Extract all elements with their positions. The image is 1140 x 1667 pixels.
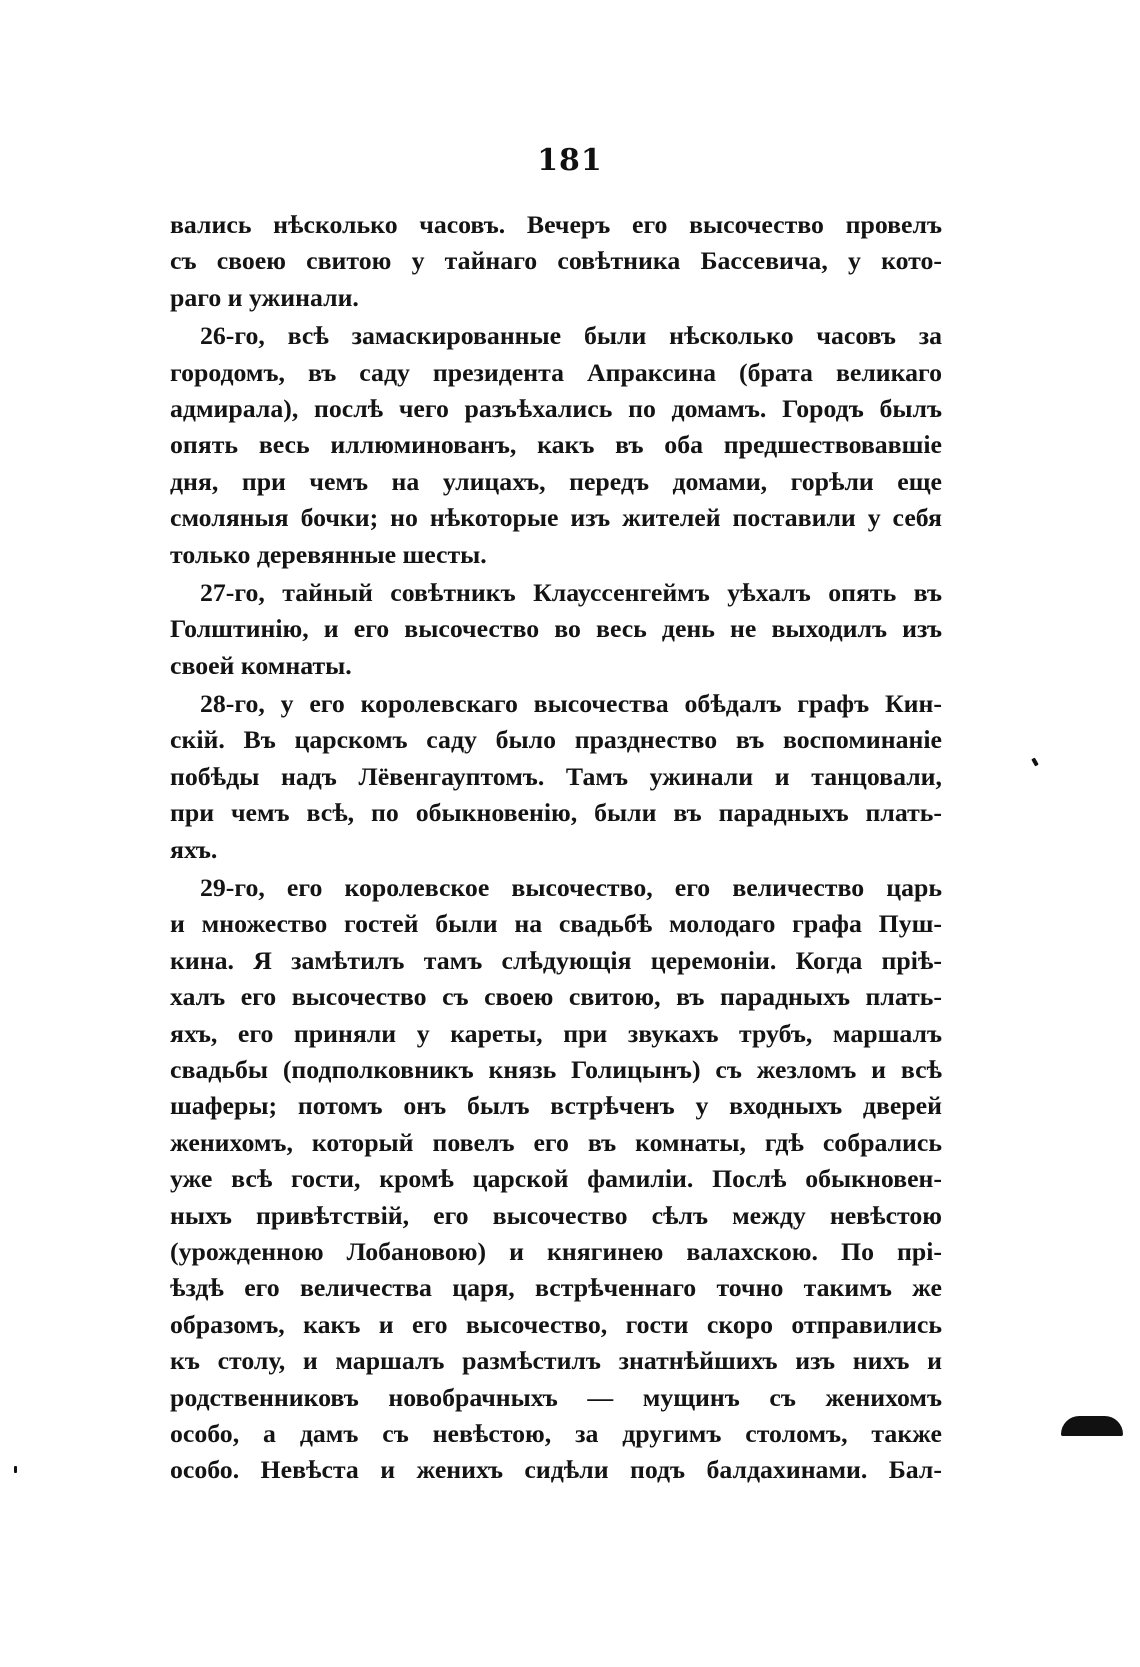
scan-speck xyxy=(14,1466,17,1473)
text-line: раго и ужинали. xyxy=(170,282,359,312)
text-line: съ своею свитою у тайнаго совѣтника Бассевича, у кото- xyxy=(170,246,942,276)
scan-speck xyxy=(1031,758,1038,767)
paragraph-5 xyxy=(170,870,942,1489)
text-line: при чемъ всѣ, по обыкновенію, были въ парадныхъ плать- xyxy=(170,798,942,828)
text-line: вались нѣсколько часовъ. Вечеръ его высочество провелъ xyxy=(170,210,942,239)
text-line: городомъ, въ саду президента Апраксина (брата великаго xyxy=(170,357,942,387)
scan-ink-blot xyxy=(1061,1416,1123,1436)
text-line: 28-го, у его королевскаго высочества обѣдалъ графъ Кин- xyxy=(200,689,942,719)
paragraph-3 xyxy=(170,575,942,684)
text-line: ныхъ привѣтствій, его высочество сѣлъ между невѣстою xyxy=(170,1200,942,1230)
text-line: побѣды надъ Лёвенгауптомъ. Тамъ ужинали и танцовали, xyxy=(170,761,942,791)
paragraph-1 xyxy=(170,207,942,316)
text-line: уже всѣ гости, кромѣ царской фамиліи. Послѣ обыкновен- xyxy=(170,1164,942,1194)
text-line: (урожденною Лобановою) и княгинею валахскою. По прі- xyxy=(170,1236,942,1266)
text-line: адмирала), послѣ чего разъѣхались по домамъ. Городъ былъ xyxy=(170,393,942,423)
paragraph-2 xyxy=(170,318,942,573)
text-line: шаферы; потомъ онъ былъ встрѣченъ у входныхъ дверей xyxy=(170,1091,942,1121)
text-line: скій. Въ царскомъ саду было празднество въ воспоминаніе xyxy=(170,725,942,755)
page-body-text xyxy=(170,205,942,1489)
text-line: своей комнаты. xyxy=(170,650,352,680)
text-line: кина. Я замѣтилъ тамъ слѣдующія церемоніи. Когда пріѣ- xyxy=(170,945,942,975)
text-line: смоляныя бочки; но нѣкоторые изъ жителей поставили у себя xyxy=(170,503,942,533)
text-line: образомъ, какъ и его высочество, гости скоро отправились xyxy=(170,1309,942,1339)
text-line: особо, а дамъ съ невѣстою, за другимъ столомъ, также xyxy=(170,1418,942,1448)
text-line: особо. Невѣста и женихъ сидѣли подъ балдахинами. Бал- xyxy=(170,1455,942,1485)
text-line: 27-го, тайный совѣтникъ Клауссенгеймъ уѣхалъ опять въ xyxy=(200,577,942,607)
text-line: 26-го, всѣ замаскированные были нѣсколько часовъ за xyxy=(200,321,942,351)
text-line: дня, при чемъ на улицахъ, передъ домами, горѣли еще xyxy=(170,466,942,496)
text-line: свадьбы (подполковникъ князь Голицынъ) съ жезломъ и всѣ xyxy=(170,1054,942,1084)
text-line: женихомъ, который повелъ его въ комнаты, гдѣ собрались xyxy=(170,1127,942,1157)
text-line: только деревянные шесты. xyxy=(170,539,487,569)
text-line: 29-го, его королевское высочество, его величество царь xyxy=(200,873,942,903)
text-line: ѣздѣ его величества царя, встрѣченнаго точно такимъ же xyxy=(170,1273,942,1303)
text-line: яхъ. xyxy=(170,834,218,864)
text-line: родственниковъ новобрачныхъ — мущинъ съ женихомъ xyxy=(170,1382,942,1412)
page-number: 181 xyxy=(537,143,603,178)
text-line: къ столу, и маршалъ размѣстилъ знатнѣйшихъ изъ нихъ и xyxy=(170,1346,942,1376)
text-line: и множество гостей были на свадьбѣ молодаго графа Пуш- xyxy=(170,909,942,939)
text-line: яхъ, его приняли у кареты, при звукахъ трубъ, маршалъ xyxy=(170,1018,942,1048)
text-line: халъ его высочество съ своею свитою, въ парадныхъ плать- xyxy=(170,982,942,1012)
text-line: опять весь иллюминованъ, какъ въ оба предшествовавшіе xyxy=(170,430,942,460)
text-line: Голштинію, и его высочество во весь день не выходилъ изъ xyxy=(170,614,942,644)
paragraph-4 xyxy=(170,686,942,868)
